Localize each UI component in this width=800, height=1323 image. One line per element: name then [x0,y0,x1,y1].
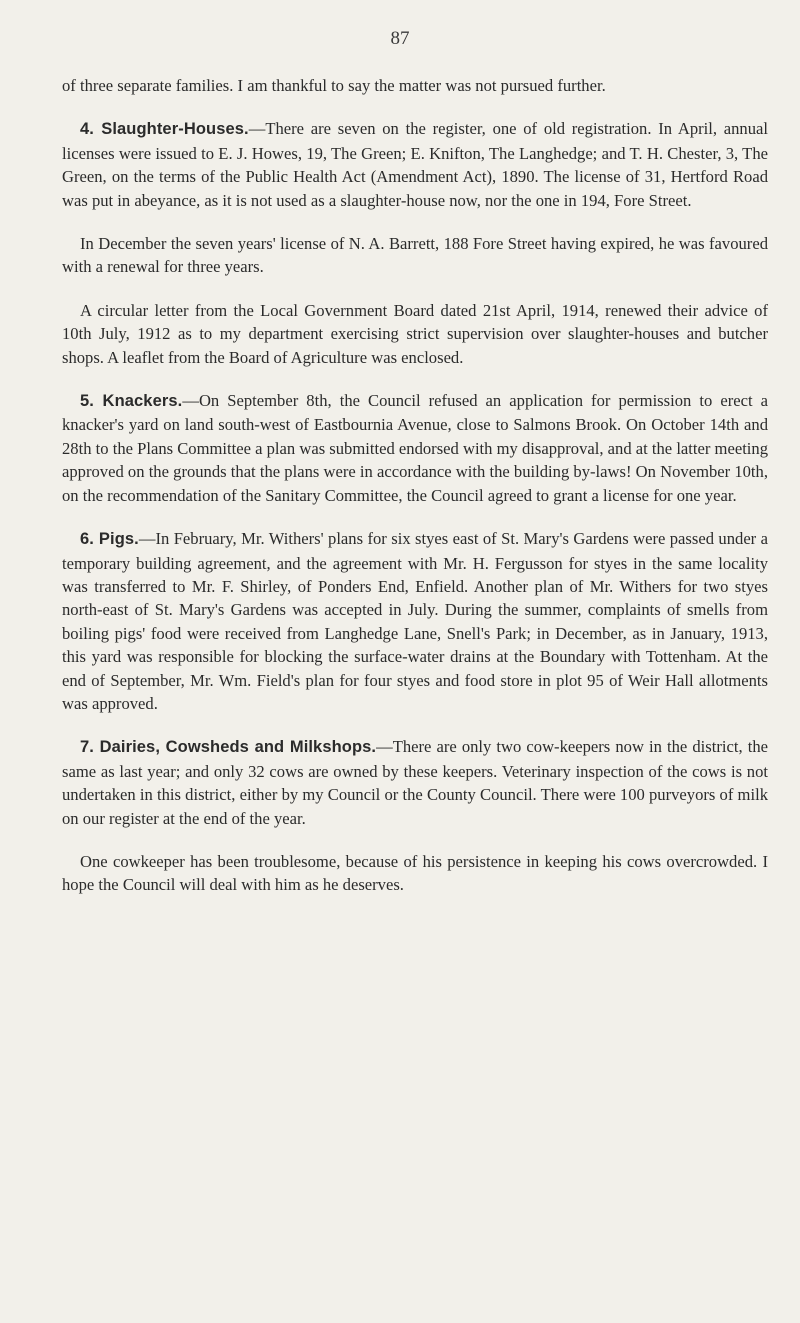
section-pigs [62,527,768,715]
paragraph-circular-letter: A circular letter from the Local Government Board dated 21st April, 1914, renewed their advice of 10th July, 1912 as to my department exercising strict supervision over slaughter-houses and butcher shops. A leaflet from the Board of Agriculture was enclosed. [62,300,768,367]
section-heading: 4. Slaughter-Houses. [80,120,249,139]
section-text: —In February, Mr. Withers' plans for six styes east of St. Mary's Gardens were passed under a temporary building agreement, and the agreement with Mr. H. Fergusson for styes in the same locality was transferred to Mr. F. Shirley, of Ponders End, Enfield. Another plan of Mr. Withers for two styes north-east of St. Mary's Gardens was accepted in July. During the summer, complaints of smells from boiling pigs' food were received from Langhedge Lane, Snell's Park; in December, as in January, 1913, this yard was responsible for blocking the surface-water drains at the Boundary with Tottenham. At the end of September, Mr. Wm. Field's plan for four styes and food store in plot 95 of Weir Hall allotments was approved. [62,529,769,713]
body-text [62,74,768,917]
section-text: —There are only two cow-keepers now in the district, the same as last year; and only 32 cows are owned by these keepers. Veterinary inspection of the cows is not undertaken in this district, either by my Council or the County Council. There were 100 purveyors of milk on our register at the end of the year. [62,737,768,828]
section-heading: 5. Knackers. [80,392,183,411]
section-dairies [62,735,768,830]
paragraph-barrett-license: In December the seven years' license of N. A. Barrett, 188 Fore Street having expired, he was favoured with a renewal for three years. [62,234,768,277]
section-knackers [62,389,768,507]
paragraph-cowkeeper: One cowkeeper has been troublesome, because of his persistence in keeping his cows overcrowded. I hope the Council will deal with him as he deserves. [62,851,768,895]
section-heading: 6. Pigs. [80,530,139,549]
section-heading: 7. Dairies, Cowsheds and Milkshops. [80,738,377,757]
section-text: —On September 8th, the Council refused an application for permission to erect a knacker's yard on land south-west of Eastbournia Avenue, close to Salmons Brook. On October 14th and 28th to the Plans Committee a plan was submitted endorsed with my disapproval, and at the latter meeting approved on the grounds that the plans were in accordance with the building by-laws! On November 10th, on the recommendation of the Sanitary Committee, the Council agreed to grant a license for one year. [62,391,769,505]
paragraph-continuation: of three separate families. I am thankful to say the matter was not pursued further. [62,76,606,95]
section-slaughter-houses [62,117,768,212]
page-number: 87 [390,28,410,49]
section-text: —There are seven on the register, one of old registration. In April, annual licenses were issued to E. J. Howes, 19, The Green; E. Knifton, The Langhedge; and T. H. Chester, 3, The Green, on the terms of the Public Health Act (Amendment Act), 1890. The license of 31, Hertford Road was put in abeyance, as it is not used as a slaughter-house now, nor the one in 194, Fore Street. [62,119,768,210]
